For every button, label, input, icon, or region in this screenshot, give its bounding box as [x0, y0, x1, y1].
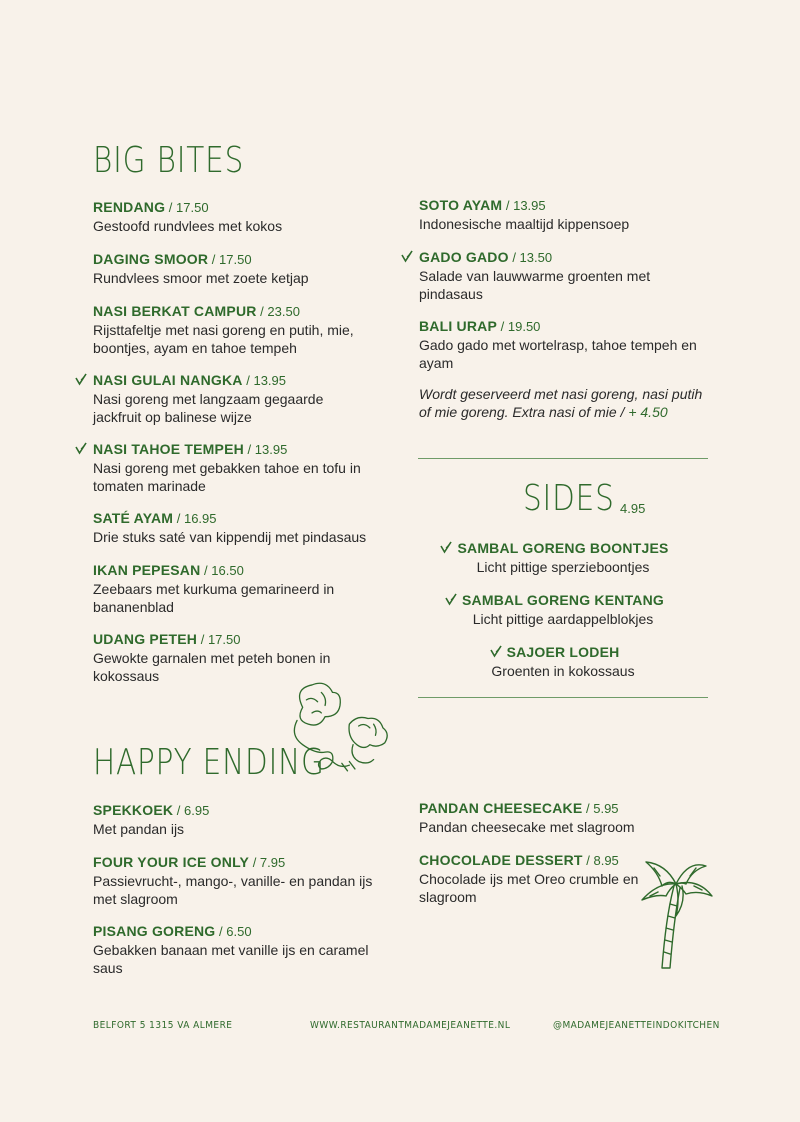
item-price: 5.95	[593, 801, 619, 816]
item-name: BALI URAP	[419, 318, 498, 334]
item-description: Rundvlees smoor met zoete ketjap	[93, 270, 309, 286]
leaf-check-icon	[440, 541, 452, 554]
item-name: IKAN PEPESAN	[93, 562, 201, 578]
item-name: SAMBAL GORENG KENTANG	[461, 592, 665, 608]
item-name: DAGING SMOOR	[93, 251, 209, 267]
item-description: Licht pittige aardappelblokjes	[472, 611, 654, 627]
menu-item-soto-ayam: SOTO AYAM / 13.95 Indonesische maaltijd kippensoep	[419, 196, 709, 233]
sides-price: 4.95	[620, 501, 646, 516]
item-price: 6.50	[226, 924, 252, 939]
item-description: Licht pittige sperzieboontjes	[476, 559, 650, 575]
dessert-item-spekkoek: SPEKKOEK / 6.95 Met pandan ijs	[93, 801, 393, 838]
leaf-check-icon	[75, 373, 87, 386]
item-price: 8.95	[593, 853, 619, 868]
item-name: SATÉ AYAM	[93, 510, 174, 526]
item-price: 13.95	[254, 442, 288, 457]
item-price: 17.50	[176, 200, 209, 215]
menu-item-nasi-tahoe-tempeh: NASI TAHOE TEMPEH / 13.95 Nasi goreng met gebakken tahoe en tofu in tomaten marinade	[93, 440, 383, 495]
item-name: CHOCOLADE DESSERT	[419, 852, 583, 868]
side-item-sajoer-lodeh	[418, 643, 708, 680]
item-name: NASI BERKAT CAMPUR	[93, 303, 257, 319]
item-price: 17.50	[207, 632, 241, 647]
item-price: 17.50	[219, 252, 252, 267]
serving-note-extra: + 4.50	[628, 404, 668, 420]
item-price: 13.95	[513, 198, 546, 213]
menu-item-udang-peteh: UDANG PETEH / 17.50 Gewokte garnalen met peteh bonen in kokossaus	[93, 630, 363, 685]
item-description: Zeebaars met kurkuma gemarineerd in bananenblad	[93, 581, 335, 615]
footer-address: BELFORT 5 1315 VA ALMERE	[93, 1020, 233, 1031]
item-description: Nasi goreng met gebakken tahoe en tofu in tomaten marinade	[93, 460, 361, 494]
happy-ending-title: HAPPY ENDING	[93, 742, 325, 783]
serving-note-text: Wordt geserveerd met nasi goreng, nasi putih of mie goreng. Extra nasi of mie /	[419, 386, 703, 420]
item-name: PISANG GORENG	[93, 923, 216, 939]
palm-tree-illustration	[636, 856, 716, 971]
item-description: Salade van lauwwarme groenten met pindasaus	[419, 268, 651, 302]
side-item-sambal-goreng-kentang	[418, 591, 708, 628]
dessert-item-pisang-goreng: PISANG GORENG / 6.50 Gebakken banaan met vanille ijs en caramel saus	[93, 922, 393, 977]
item-description: Gado gado met wortelrasp, tahoe tempeh en ayam	[419, 337, 697, 371]
divider-bottom	[418, 697, 708, 698]
big-bites-title: BIG BITES	[93, 140, 245, 181]
menu-item-bali-urap: BALI URAP / 19.50 Gado gado met wortelrasp, tahoe tempeh en ayam	[419, 317, 699, 372]
menu-item-nasi-gulai-nangka: NASI GULAI NANGKA / 13.95 Nasi goreng met langzaam gegaarde jackfruit op balinese wijze	[93, 371, 363, 426]
sides-title: SIDES	[523, 478, 615, 519]
menu-item-daging-smoor: DAGING SMOOR / 17.50 Rundvlees smoor met zoete ketjap	[93, 250, 393, 287]
item-price: 7.95	[259, 855, 286, 870]
item-description: Passievrucht-, mango-, vanille- en pandan ijs met slagroom	[93, 873, 373, 907]
item-price: 23.50	[267, 304, 300, 319]
item-price: 13.50	[519, 250, 553, 265]
item-description: Gebakken banaan met vanille ijs en caramel saus	[93, 942, 369, 976]
dessert-item-four-your-ice-only: FOUR YOUR ICE ONLY / 7.95 Passievrucht-, mango-, vanille- en pandan ijs met slagroom	[93, 853, 383, 908]
leaf-check-icon	[401, 250, 413, 263]
leaf-check-icon	[445, 593, 457, 606]
item-name: FOUR YOUR ICE ONLY	[93, 854, 250, 870]
item-description: Chocolade ijs met Oreo crumble en slagroom	[419, 871, 639, 905]
serving-note	[419, 385, 709, 421]
item-name: SAMBAL GORENG BOONTJES	[457, 540, 669, 556]
item-description: Pandan cheesecake met slagroom	[419, 819, 635, 835]
divider-top	[418, 458, 708, 459]
dessert-item-chocolade-dessert: CHOCOLADE DESSERT / 8.95 Chocolade ijs met Oreo crumble en slagroom	[419, 852, 639, 905]
item-description: Drie stuks saté van kippendij met pindasaus	[93, 529, 367, 545]
item-price: 6.95	[184, 803, 210, 818]
footer-social[interactable]: @MADAMEJEANETTEINDOKITCHEN	[553, 1020, 720, 1031]
item-description: Rijsttafeltje met nasi goreng en putih, mie, boontjes, ayam en tahoe tempeh	[93, 322, 354, 356]
item-price: 16.95	[183, 511, 217, 526]
item-price: 16.50	[211, 563, 244, 578]
leaf-check-icon	[490, 645, 502, 658]
item-name: NASI GULAI NANGKA	[93, 372, 243, 388]
item-description: Indonesische maaltijd kippensoep	[419, 216, 630, 232]
leaf-check-icon	[75, 442, 87, 455]
menu-item-rendang: RENDANG / 17.50 Gestoofd rundvlees met kokos	[93, 198, 393, 235]
item-name: UDANG PETEH	[93, 631, 198, 647]
menu-item-nasi-berkat-campur: NASI BERKAT CAMPUR / 23.50 Rijsttafeltje met nasi goreng en putih, mie, boontjes, ayam en tahoe tempeh	[93, 302, 383, 357]
item-name: SPEKKOEK	[93, 802, 174, 818]
item-description: Groenten in kokossaus	[491, 663, 635, 679]
dessert-item-pandan-cheesecake: PANDAN CHEESECAKE / 5.95 Pandan cheesecake met slagroom	[419, 799, 709, 836]
item-name: GADO GADO	[419, 249, 509, 265]
item-name: NASI TAHOE TEMPEH	[93, 441, 244, 457]
item-description: Gestoofd rundvlees met kokos	[93, 218, 283, 234]
footer-website[interactable]: WWW.RESTAURANTMADAMEJEANETTE.NL	[310, 1020, 511, 1031]
item-name: SAJOER LODEH	[506, 644, 620, 660]
item-price: 13.95	[253, 373, 287, 388]
item-description: Met pandan ijs	[93, 821, 185, 837]
menu-item-ikan-pepesan: IKAN PEPESAN / 16.50 Zeebaars met kurkuma gemarineerd in bananenblad	[93, 561, 383, 616]
menu-item-gado-gado: GADO GADO / 13.50 Salade van lauwwarme groenten met pindasaus	[419, 248, 679, 303]
item-description: Nasi goreng met langzaam gegaarde jackfruit op balinese wijze	[93, 391, 324, 425]
item-price: 19.50	[507, 319, 541, 334]
menu-item-sate-ayam: SATÉ AYAM / 16.95 Drie stuks saté van kippendij met pindasaus	[93, 509, 393, 546]
item-name: PANDAN CHEESECAKE	[419, 800, 583, 816]
item-name: SOTO AYAM	[419, 197, 503, 213]
side-item-sambal-goreng-boontjes	[418, 539, 708, 576]
item-description: Gewokte garnalen met peteh bonen in kokossaus	[93, 650, 331, 684]
item-name: RENDANG	[93, 199, 166, 215]
